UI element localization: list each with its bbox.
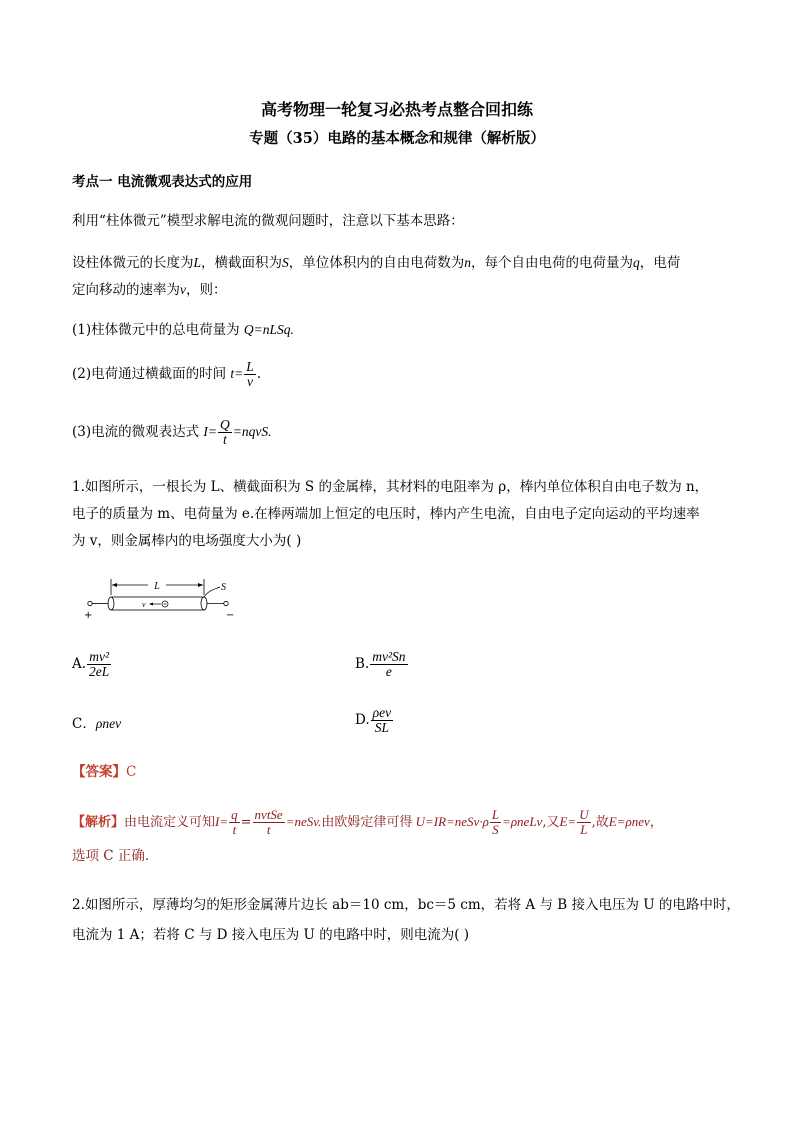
item-1: (1)柱体微元中的总电荷量为 Q=nLSq. [72,322,294,338]
terminal-right [224,601,228,605]
analysis-line-1: 【解析】由电流定义可知I= $\frac{q}{t}$ = $\frac{\text{nvtSe}}{t}$ =neSv.由欧姆定律可得 U=IR=neSv·ρ $\frac{L}{S}$ =ρneLv,又E= $\frac{U}{L}$ ,故E=ρnev， [72,807,663,837]
q1-line-1: 1.如图所示，一根长为 L、横截面积为 S 的金属棒，其材料的电阻率为 ρ，棒内单位体积自由电子数为 n， [72,479,709,495]
label-minus: − [226,610,235,621]
q2-line-1: 2.如图所示，厚薄均匀的矩形金属薄片边长 ab＝10 cm，bc＝5 cm，若将 A 与 B 接入电压为 U 的电路中时， [72,897,740,913]
dim-arrow-left [112,583,117,587]
label-plus: + [84,610,93,621]
label-S: S [221,582,226,593]
item-3: (3)电流的微观表达式 I= $\frac{Q}{t}$ =nqvS. [72,417,272,447]
metal-rod-figure [78,575,248,623]
option-D[interactable]: D. $\frac{\text{ρev}}{SL}$ [355,705,392,735]
q1-line-2: 电子的质量为 m、电荷量为 e.在棒两端加上恒定的电压时，棒内产生电流，自由电子定向运动的平均速率 [72,506,700,522]
page-title: 高考物理一轮复习必热考点整合回扣练 [260,100,533,119]
rod-left-end [108,597,114,610]
rod-right-end [201,597,207,610]
setup-line-2: 定向移动的速率为v，则： [72,282,227,298]
analysis-line-2: 选项 C 正确. [72,848,150,864]
option-C[interactable]: C．ρnev [72,716,122,732]
intro-text: 利用“柱体微元”模型求解电流的微观问题时，注意以下基本思路： [72,213,464,229]
answer-line: 【答案】C [72,764,137,780]
q2-line-2: 电流为 1 A；若将 C 与 D 接入电压为 U 的电路中时，则电流为( ) [72,927,470,943]
setup-line-1: 设柱体微元的长度为L，横截面积为S，单位体积内的自由电荷数为n，每个自由电荷的电荷量为q，电荷 [72,255,681,271]
option-B[interactable]: B. $\frac{\text{mv²Sn}}{e}$ [355,649,406,679]
q1-line-3: 为 v，则金属棒内的电场强度大小为( ) [72,533,302,549]
section-heading: 考点一 电流微观表达式的应用 [72,174,253,190]
item-2: (2)电荷通过横截面的时间 t= $\frac{L}{v}$ . [72,359,262,389]
dim-arrow-right [198,583,203,587]
page-subtitle: 专题（35）电路的基本概念和规律（解析版） [249,130,545,147]
label-v: v [142,600,146,609]
label-L: L [154,581,160,592]
fraction-Q-over-t: $\frac{Q}{t}$ [220,417,230,447]
terminal-left [88,601,92,605]
S-leader-line [204,587,220,597]
fraction-L-over-v: $\frac{L}{v}$ [246,359,254,389]
option-A[interactable]: A. $\frac{\text{mv²}}{2eL}$ [72,649,110,679]
rod-body [111,597,204,610]
